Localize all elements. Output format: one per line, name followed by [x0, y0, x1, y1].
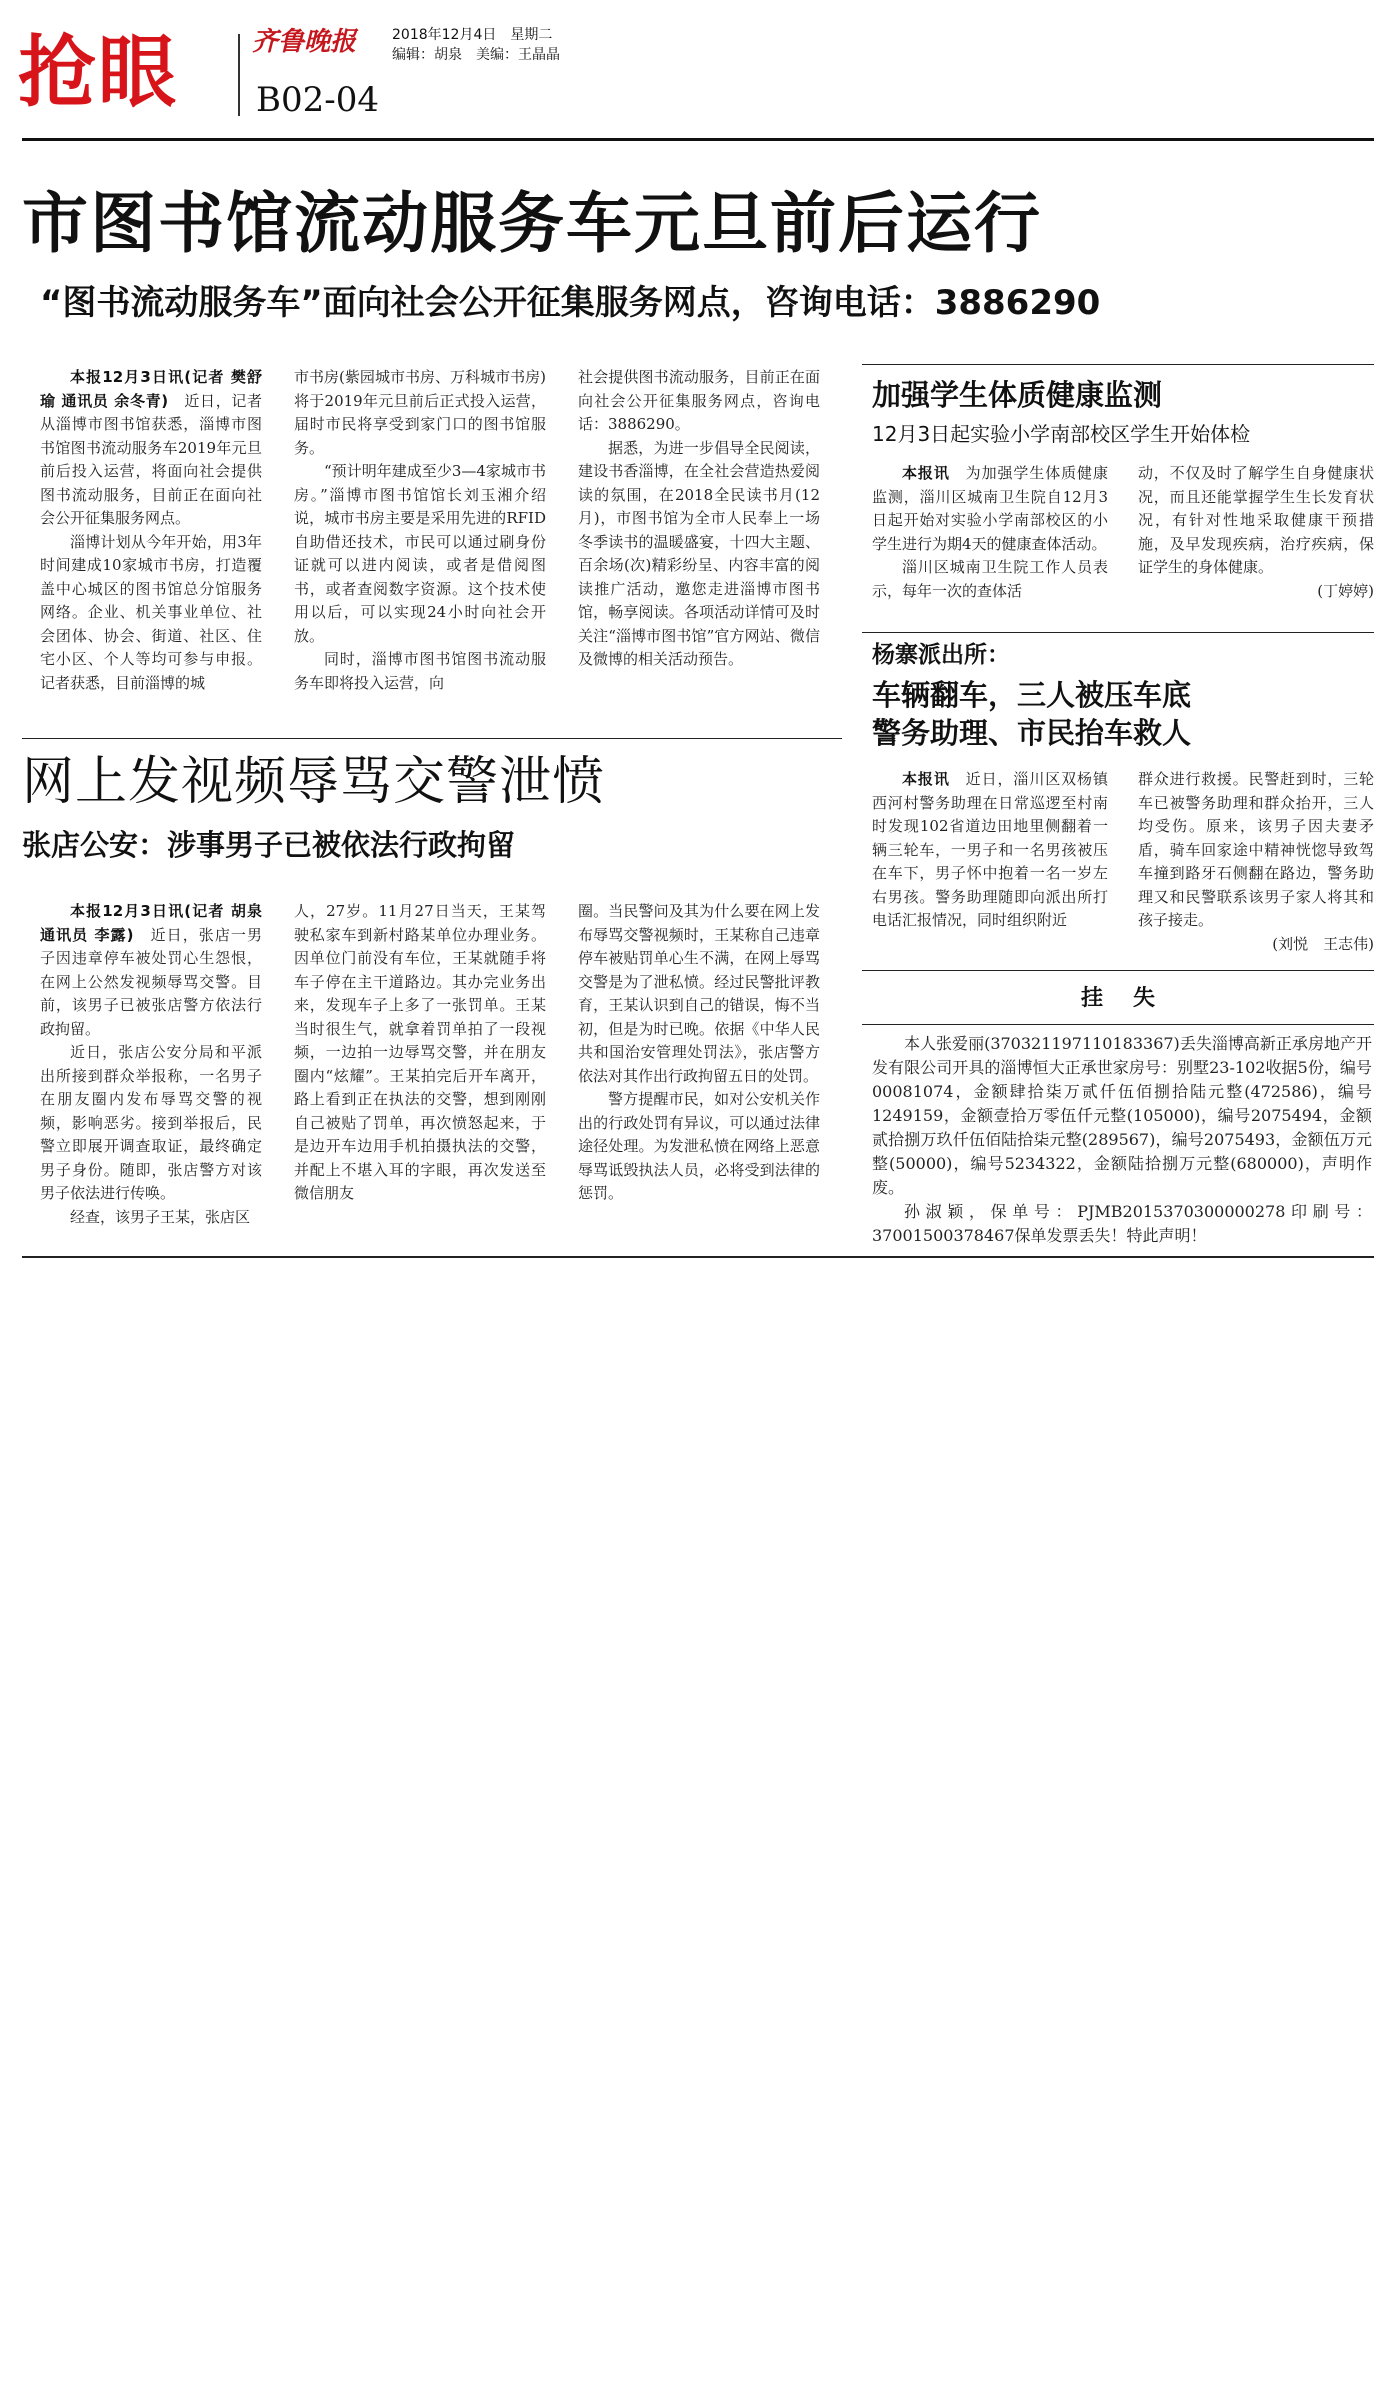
- harass-paragraph: 人，27岁。11月27日当天，王某驾驶私家车到新村路某单位办理业务。因单位门前没有车位，王某就随手将车子停在主干道路边。其办完业务出来，发现车子上多了一张罚单。王某当时很生气，就拿着罚单拍了一段视频，一边拍一边辱骂交警，并在朋友圈内“炫耀”。王某拍完后开车离开，路上看到正在执法的交警，想到刚刚自己被贴了罚单，再次愤怒起来，于是边开车边用手机拍摄执法的交警，并配上不堪入耳的字眼，再次发送至微信朋友: [294, 902, 546, 1202]
- page-number: B02-04: [256, 80, 380, 120]
- harass-headline: 网上发视频辱骂交警泄愤: [22, 752, 606, 812]
- rollover-top-rule: [862, 632, 1374, 633]
- health-column-2: [1138, 462, 1374, 628]
- rollover-lead: 本报讯: [902, 770, 950, 788]
- harass-paragraph: 近日，张店公安分局和平派出所接到群众举报称，一名男子在朋友圈内发布辱骂交警的视频，影响恶劣。接到举报后，民警立即展开调查取证，最终确定男子身份。随即，张店警方对该男子依法进行传唤。: [40, 1043, 262, 1202]
- lost-notice-paragraph: 本人张爱丽(370321197110183367)丢失淄博高新正承房地产开发有限公司开具的淄博恒大正承世家房号：别墅23-102收据5份，编号00081074，金额肆拾柒万贰仟伍佰捌拾陆元整(472586)，编号1249159，金额壹拾万零伍仟元整(105000)，编号2075494，金额贰拾捌万玖仟伍佰陆拾柒元整(289567)，编号2075493，金额伍万元整(50000)，编号5234322，金额陆拾捌万元整(680000)，声明作废。: [872, 1034, 1372, 1197]
- health-paragraph: 动，不仅及时了解学生自身健康状况，而且还能掌握学生生长发育状况，有针对性地采取健康干预措施，及早发现疾病，治疗疾病，保证学生的身体健康。: [1138, 464, 1374, 576]
- health-paragraph: 淄川区城南卫生院工作人员表示，每年一次的查体活: [872, 558, 1108, 600]
- library-lead: 本报12月3日讯(记者 樊舒瑜 通讯员 余冬青): [40, 368, 262, 410]
- lost-notice-paragraph: 孙淑颖，保单号：PJMB2015370300000278印刷号：37001500378467保单发票丢失！特此声明！: [872, 1202, 1372, 1245]
- library-paragraph: 据悉，为进一步倡导全民阅读，建设书香淄博，在全社会营造热爱阅读的氛围，在2018全民读书月(12月)，市图书馆为全市人民奉上一场冬季读书的温暖盛宴，十四大主题、百余场(次)精彩纷呈、内容丰富的阅读推广活动，邀您走进淄博市图书馆，畅享阅读。各项活动详情可及时关注“淄博市图书馆”官方网站、微信及微博的相关活动预告。: [578, 438, 820, 668]
- harass-paragraph: 圈。当民警问及其为什么要在网上发布辱骂交警视频时，王某称自己违章停车被贴罚单心生不满，在网上辱骂交警是为了泄私愤。经过民警批评教育，王某认识到自己的错误，悔不当初，但是为时已晚。依据《中华人民共和国治安管理处罚法》，张店警方依法对其作出行政拘留五日的处罚。: [578, 902, 820, 1085]
- library-column-3: [578, 366, 820, 726]
- harass-column-2: [294, 900, 546, 1240]
- lost-notice-headline: 挂 失: [1080, 986, 1159, 1011]
- health-signature: (丁婷婷): [1317, 581, 1374, 600]
- health-subheadline: 12月3日起实验小学南部校区学生开始体检: [872, 422, 1251, 446]
- library-paragraph: 近日，记者从淄博市图书馆获悉，淄博市图书馆图书流动服务车2019年元旦前后投入运营，将面向社会提供图书流动服务，目前正在面向社会公开征集服务网点。: [40, 391, 262, 527]
- health-top-rule: [862, 364, 1374, 365]
- harass-column-3: [578, 900, 820, 1240]
- harass-column-1: [40, 900, 262, 1240]
- newspaper-logo: 齐鲁晚报: [252, 27, 357, 57]
- health-lead: 本报讯: [902, 464, 950, 482]
- rollover-signature: (刘悦 王志伟): [1272, 934, 1374, 953]
- rollover-kicker: 杨寨派出所：: [872, 642, 1010, 668]
- library-paragraph: 同时，淄博市图书馆图书流动服务车即将投入运营，向: [294, 650, 546, 692]
- harass-paragraph: 经查，该男子王某，张店区: [70, 1207, 251, 1226]
- harass-lead: 本报12月3日讯(记者 胡泉 通讯员 李露): [40, 902, 262, 944]
- main-headline: 市图书馆流动服务车元旦前后运行: [22, 185, 1042, 262]
- harass-paragraph: 近日，张店一男子因违章停车被处罚心生怨恨，在网上公然发视频辱骂交警。目前，该男子已被张店警方依法行政拘留。: [40, 925, 262, 1038]
- rollover-column-1: [872, 768, 1108, 958]
- harass-paragraph: 警方提醒市民，如对公安机关作出的行政处罚有异议，可以通过法律途径处理。为发泄私愤在网络上恶意辱骂诋毁执法人员，必将受到法律的惩罚。: [578, 1090, 820, 1202]
- library-paragraph: 淄博计划从今年开始，用3年时间建成10家城市书房，打造覆盖中心城区的图书馆总分馆服务网络。企业、机关事业单位、社会团体、协会、街道、社区、住宅小区、个人等均可参与申报。记者获悉，目前淄博的城: [40, 532, 262, 692]
- edition-editors: 编辑：胡泉 美编：王晶晶: [392, 47, 560, 63]
- rollover-headline-line-1: 车辆翻车，三人被压车底: [872, 678, 1192, 712]
- lost-notice-body: [872, 1032, 1372, 1245]
- health-headline: 加强学生体质健康监测: [872, 378, 1163, 412]
- rollover-paragraph: 群众进行救援。民警赶到时，三轮车已被警务助理和群众抬开，三人均受伤。原来，该男子因夫妻矛盾，骑车回家途中精神恍惚导致驾车撞到路牙石侧翻在路边，警务助理又和民警联系该男子家人将其和孩子接走。: [1138, 770, 1374, 929]
- section-title: 抢眼: [18, 28, 179, 118]
- main-subheadline: “图书流动服务车”面向社会公开征集服务网点，咨询电话：3886290: [40, 283, 1101, 323]
- health-column-1: [872, 462, 1108, 628]
- masthead-rule: [22, 138, 1374, 141]
- bottom-rule: [22, 1256, 1374, 1258]
- library-paragraph: 市书房(紫园城市书房、万科城市书房)将于2019年元旦前后正式投入运营，届时市民将享受到家门口的图书馆服务。: [294, 368, 546, 457]
- lost-header-rule: [862, 1024, 1374, 1025]
- harass-subheadline: 张店公安：涉事男子已被依法行政拘留: [22, 828, 516, 862]
- masthead-divider: [238, 34, 240, 116]
- rollover-column-2: [1138, 768, 1374, 958]
- rollover-headline-line-2: 警务助理、市民抬车救人: [872, 716, 1192, 750]
- lost-top-rule: [862, 970, 1374, 971]
- library-paragraph: “预计明年建成至少3—4家城市书房。”淄博市图书馆馆长刘玉湘介绍说，城市书房主要是采用先进的RFID自助借还技术，市民可以通过刷身份证就可以进内阅读，或者是借阅图书，或者查阅数字资源。这个技术使用以后，可以实现24小时向社会开放。: [294, 462, 546, 645]
- library-column-2: [294, 366, 546, 726]
- edition-date: 2018年12月4日 星期二: [392, 27, 553, 43]
- harass-top-rule: [22, 738, 842, 739]
- library-column-1: [40, 366, 262, 726]
- health-paragraph: 为加强学生体质健康监测，淄川区城南卫生院自12月3日起开始对实验小学南部校区的小学生进行为期4天的健康查体活动。: [872, 464, 1108, 553]
- rollover-paragraph: 近日，淄川区双杨镇西河村警务助理在日常巡逻至村南时发现102省道边田地里侧翻着一辆三轮车，一男子和一名男孩被压在车下，男子怀中抱着一名一岁左右男孩。警务助理随即向派出所打电话汇报情况，同时组织附近: [872, 770, 1108, 929]
- rollover-headline: [872, 676, 1191, 752]
- library-paragraph: 社会提供图书流动服务，目前正在面向社会公开征集服务网点，咨询电话：3886290。: [578, 368, 820, 433]
